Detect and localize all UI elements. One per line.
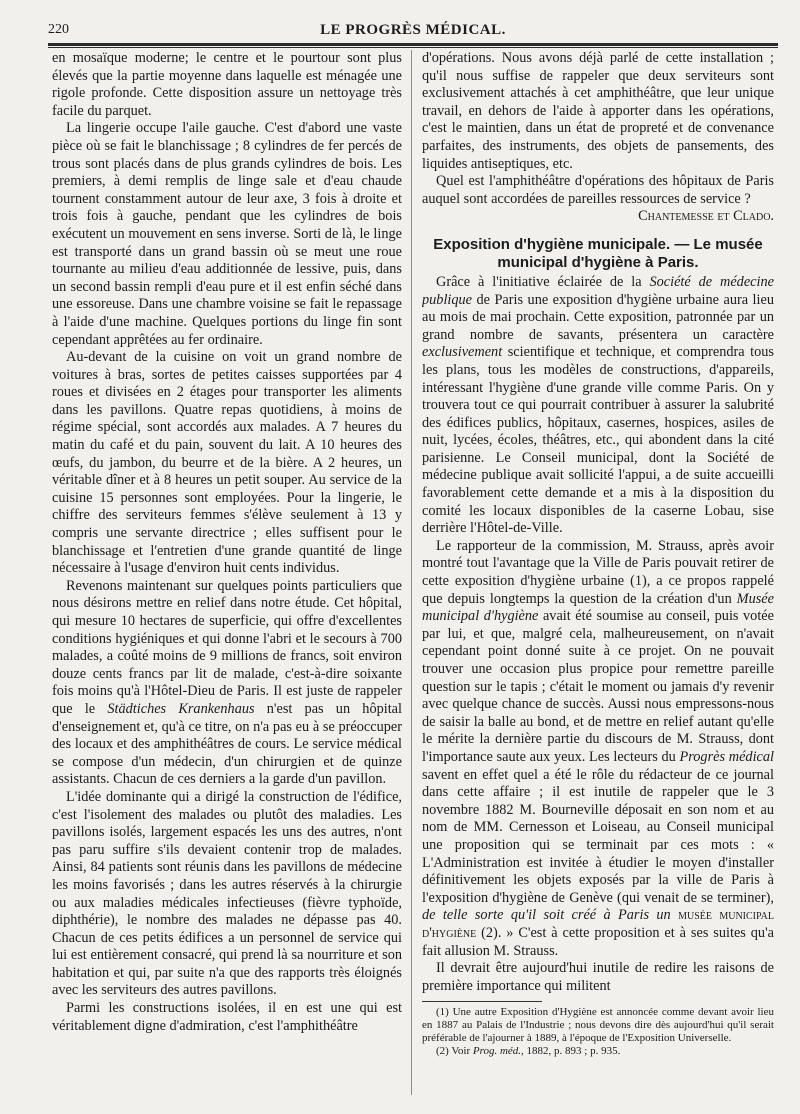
paragraph: Parmi les constructions isolées, il en est une qui est véritablement digne d'admiration, c'est l'amphithéâtre xyxy=(52,1000,402,1034)
paragraph: L'idée dominante qui a dirigé la construction de l'édifice, c'est l'isolement des malades ou plutôt des maladies. Les pavillons isolés, largement espacés les uns des autres, n'ont pas paru suffire s'ils devaient contenir trop de malades. Ainsi, 84 patients sont réunis dans les pavillons de médecine les moins favorisés ; dans les autres réservés à la chirurgie ou aux maladies médicales infectieuses (fièvre typhoïde, diphthérie), le nombre des malades ne dépasse pas 40. Chacun de ces petits édifices a un personnel de service qui lui est entièrement consacré, qui prend là sa nourriture et son habitation et qui, par suite n'a que des rapports très éloignés avec les serviteurs des autres pavillons. xyxy=(52,788,402,999)
italic-run: Musée municipal d'hygiène xyxy=(422,590,774,625)
italic-run: Progrès médical xyxy=(679,748,774,765)
text-run: savent en effet quel a été le rôle du rédacteur de ce journal dans cette affaire ; il est inutile de rappeler que le 3 novembre 1882 M. Bourneville déposait en son nom et au nom de MM. Cernesson et Loiseau, au Conseil municipal une proposition qui se terminait par ces mots : « L'Administration est invitée à étudier le moyen d'installer définitivement les objets exposés par la ville de Paris à l'exposition d'hygiène de Genève (qui venait de se terminer), xyxy=(422,766,774,906)
header-rule-thin xyxy=(48,47,778,48)
paragraph xyxy=(422,173,774,225)
page-header xyxy=(48,22,778,42)
header-rule xyxy=(48,43,778,46)
text-run: n'est pas un hôpital d'enseignement et, qu'à ce titre, on n'a pas eu à se préoccuper des locaux et des amphithéâtres de cours. Le service médical se compose d'un médecin, d'un chirurgien et de quinze assistants. Chacun de ces derniers a la garde d'un pavillon. xyxy=(52,700,402,788)
italic-run: Städtiches Krankenhaus xyxy=(107,700,255,717)
footnote: (1) Une autre Exposition d'Hygiène est annoncée comme devant avoir lieu en 1887 au Palais de l'Industrie ; nous devons dire dès aujourd'hui qu'il serait préférable de l'ajourner à 1889, à l'époque de l'Exposition Universelle. xyxy=(422,1006,774,1045)
small-caps-run: musée municipal d'hygiène xyxy=(422,907,774,941)
author-signature: Chantemesse et Clado. xyxy=(638,208,774,225)
paragraph: en mosaïque moderne; le centre et le pourtour sont plus élevés que la partie moyenne dans laquelle est ménagée une rigole profonde. Cette disposition assure un nettoyage très facile du parquet. xyxy=(52,50,402,119)
paragraph: Au-devant de la cuisine on voit un grand nombre de voitures à bras, sortes de petites caisses supportées par 4 roues et divisées en 2 étages pour transporter les aliments dans les pavillons. Quatre repas quotidiens, à moins de régime spécial, sont accordés aux malades. A 7 heures du matin du café et du pain, souvent du lait. A 10 heures des œufs, du jambon, du beurre et de la bière. A 2 heures, un véritable dîner et à 8 heures un petit souper. Au service de la cuisine 15 personnes sont employées. Pour la lingerie, le chiffre des serviteurs femmes s'élève seulement à 13 y compris une servante directrice ; elles suffisent pour le blanchissage et l'entretien d'une grande quantité de linge nécessaire à l'usage d'environ huit cents individus. xyxy=(52,349,402,577)
text-run: (2) Voir xyxy=(436,1045,473,1058)
left-column xyxy=(52,50,402,1095)
text-run: scientifique et technique, et comprendra tous les plans, tous les modèles de constructions, d'appareils, intéressant l'hygiène d'une grande ville comme Paris. On y trouvera tout ce qui pourrait contribuer à assurer la salubrité des édifices publics, hôpitaux, casernes, hospices, asiles de nuit, lycées, écoles, théâtres, etc., qui abondent dans la cité parisienne. Le Conseil municipal, dont la Société de médecine publique avait sollicité l'appui, a de suite accueilli favorablement cette demande et a mis à la disposition du comité les locaux disponibles de la caserne Lobau, sise derrière l'Hôtel-de-Ville. xyxy=(422,344,774,537)
paragraph xyxy=(52,578,402,789)
italic-run: exclusivement xyxy=(422,344,503,361)
text-run: Revenons maintenant sur quelques points particuliers que nous désirons mettre en relief dans notre étude. Cet hôpital, qui mesure 10 hectares de superficie, qui offre d'excellentes conditions hygiéniques et qui donne l'abri et le secours à 700 malades, a coûté moins de 9 millions de francs, soit environ douze cents francs par lit de malade, c'est-à-dire soixante fois moins qu'à l'Hôtel-Dieu de Paris. Il est juste de rappeler que le xyxy=(52,577,402,717)
text-run: (2). » C'est à cette proposition et à ses suites qu'a fait allusion M. Strauss. xyxy=(422,924,774,959)
text-run: Le rapporteur de la commission, M. Strauss, après avoir montré tout l'avantage que la Ville de Paris pouvait retirer de cette exposition d'hygiène urbaine (1), a ce propos rappelé que depuis longtemps la question de la création d'un xyxy=(422,537,774,607)
right-column xyxy=(422,50,774,1095)
footnote-rule xyxy=(422,1001,542,1002)
footnote xyxy=(422,1045,774,1058)
column-divider xyxy=(411,50,412,1095)
text-run: de Paris une exposition d'hygiène urbaine aura lieu au mois de mai prochain. Cette exposition, patronnée par un grand nombre de savants, présentera un caractère xyxy=(422,291,774,343)
text-run: avait été soumise au conseil, puis votée par lui, et que, malgré cela, malheureusement, on n'avait cependant point donné suite à ce projet. On ne pouvait trouver une occasion plus propice pour remettre pareille question sur le tapis ; c'était le moment ou jamais d'y revenir avec quelque chance de succès. Aussi nous empressons-nous de saisir la balle au bond, et de mettre en relief autant qu'elle le mérite la dernière partie du discours de M. Strauss, dont l'importance saute aux yeux. Les lecteurs du xyxy=(422,608,774,765)
paragraph: d'opérations. Nous avons déjà parlé de cette installation ; qu'il nous suffise de rappeler que deux serviteurs sont exclusivement attachés à cet amphithéâtre, que leur unique travail, en dehors de l'aide à apporter dans les opérations, c'est le maintien, dans un état de propreté et de convenance parfaites, des instruments, des objets de pansements, des liquides antiseptiques, etc. xyxy=(422,50,774,172)
paragraph xyxy=(422,538,774,960)
italic-run: Prog. méd. xyxy=(472,1045,522,1058)
italic-run: de telle sorte qu'il soit créé à Paris un xyxy=(422,907,671,924)
paragraph xyxy=(422,274,774,538)
paragraph: La lingerie occupe l'aile gauche. C'est d'abord une vaste pièce où se fait le blanchissage ; 8 cylindres de fer percés de trous sont placés dans de plus grands cylindres de bois. Les premiers, à demi remplis de linge sale et d'eau chaude tournent constamment autour de leur axe, 3 fois à droite et trois fois à gauche, pendant que les cylindres de bois exécutent un mouvement en sens inverse. Sorti de là, le linge est transporté dans un grand bassin où se meut une roue tournante au milieu d'eau additionnée de lessive, puis, dans un second bassin rempli d'eau pure et il est enfin séché dans une essoreuse. Dans une chambre voisine se fait le repassage à l'aide d'une machine. Quelques portions du linge fin sont cependant apprêtées au fer ordinaire. xyxy=(52,120,402,348)
text-run: , 1882, p. 893 ; p. 935. xyxy=(521,1045,621,1058)
journal-title: LE PROGRÈS MÉDICAL. xyxy=(320,22,506,38)
section-title: Exposition d'hygiène municipale. — Le musée municipal d'hygiène à Paris. xyxy=(433,235,763,271)
text-run: Grâce à l'initiative éclairée de la xyxy=(436,273,650,290)
page-number: 220 xyxy=(48,22,69,37)
text-run: Quel est l'amphithéâtre d'opérations des hôpitaux de Paris auquel sont accordées de pareilles ressources de service ? xyxy=(422,173,774,207)
italic-run: Société de médecine publique xyxy=(422,273,774,308)
paragraph: Il devrait être aujourd'hui inutile de redire les raisons de première importance qui militent xyxy=(422,960,774,994)
